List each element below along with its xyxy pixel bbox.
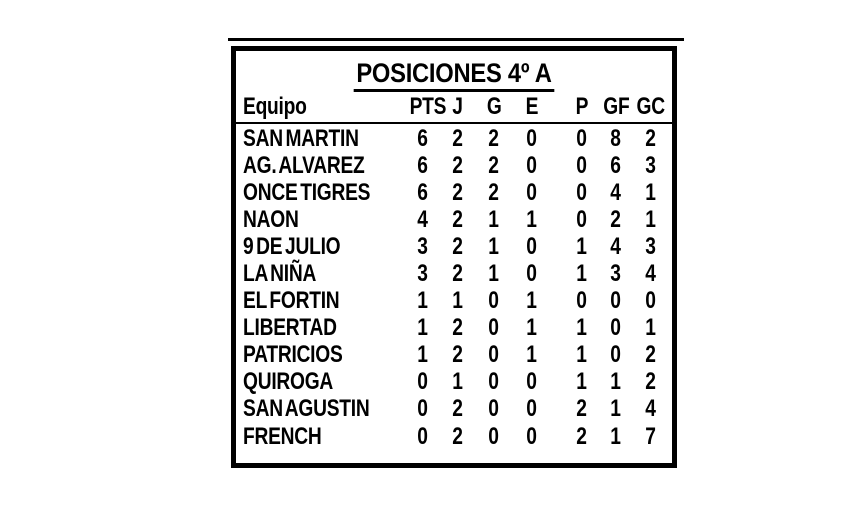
stat-cell: 1 [452,287,464,315]
team-name-cell: PATRICIOS [243,341,343,369]
stat-cell: 1 [526,205,538,233]
stat-cell: 6 [417,151,429,179]
stat-cell: 4 [417,205,429,233]
team-name-cell: SAN MARTIN [243,124,359,152]
team-name-cell: 9 DE JULIO [243,232,341,260]
stat-cell: 0 [576,205,588,233]
stat-cell: 3 [645,151,657,179]
stat-cell: 0 [526,260,538,288]
stat-cell: 0 [610,314,622,342]
stat-cell: 0 [610,341,622,369]
stat-cell: 1 [526,287,538,315]
stat-cell: 0 [526,151,538,179]
stat-cell: 0 [526,124,538,152]
table-row [236,152,672,179]
stat-cell: 1 [526,314,538,342]
stat-cell: 0 [488,422,500,450]
stat-cell: 0 [488,341,500,369]
stat-cell: 2 [452,314,464,342]
table-row [236,396,672,423]
stat-cell: 0 [417,395,429,423]
team-name-cell: LIBERTAD [243,314,337,342]
stat-cell: 6 [417,124,429,152]
header-p: P [575,92,589,120]
stat-cell: 2 [488,178,500,206]
stat-cell: 1 [526,341,538,369]
stat-cell: 1 [488,260,500,288]
header-gc: GC [636,92,666,120]
team-name-cell: EL FORTIN [243,287,340,315]
table-row [236,125,672,152]
stat-cell: 0 [526,395,538,423]
stat-cell: 1 [645,314,657,342]
stat-cell: 1 [610,422,622,450]
table-row [236,288,672,315]
stat-cell: 2 [452,395,464,423]
stat-cell: 2 [645,341,657,369]
table-row [236,315,672,342]
stat-cell: 3 [417,260,429,288]
header-gf: GF [602,92,630,120]
header-j: J [452,92,464,120]
stat-cell: 1 [576,260,588,288]
table-body [236,125,672,450]
stat-cell: 3 [417,232,429,260]
stat-cell: 2 [452,232,464,260]
stat-cell: 1 [576,368,588,396]
stat-cell: 0 [610,287,622,315]
team-name-cell: NAON [243,205,299,233]
team-name-cell: ONCE TIGRES [243,178,371,206]
stat-cell: 2 [452,341,464,369]
table-row [236,260,672,287]
stat-cell: 8 [610,124,622,152]
stat-cell: 2 [452,205,464,233]
table-row [236,233,672,260]
stat-cell: 0 [526,232,538,260]
top-rule [228,38,684,41]
stat-cell: 1 [488,232,500,260]
table-row [236,206,672,233]
stat-cell: 1 [610,395,622,423]
stat-cell: 0 [576,124,588,152]
team-name-cell: SAN AGUSTIN [243,395,370,423]
stat-cell: 4 [645,260,657,288]
stat-cell: 2 [452,422,464,450]
stat-cell: 0 [488,314,500,342]
stat-cell: 0 [526,422,538,450]
standings-table [231,46,677,468]
stat-cell: 1 [576,314,588,342]
stat-cell: 3 [645,232,657,260]
stat-cell: 1 [452,368,464,396]
table-row [236,423,672,450]
stat-cell: 1 [417,341,429,369]
table-row [236,369,672,396]
stat-cell: 2 [488,151,500,179]
team-name-cell: QUIROGA [243,368,334,396]
team-name-cell: FRENCH [243,422,322,450]
header-e: E [525,92,539,120]
stat-cell: 4 [645,395,657,423]
stat-cell: 0 [576,178,588,206]
stat-cell: 1 [645,205,657,233]
stat-cell: 1 [576,341,588,369]
stat-cell: 0 [576,287,588,315]
stat-cell: 1 [645,178,657,206]
stat-cell: 2 [452,260,464,288]
team-name-cell: LA NIÑA [243,260,317,288]
stat-cell: 0 [488,395,500,423]
team-name-cell: AG. ALVAREZ [243,151,365,179]
header-equipo: Equipo [243,92,307,120]
stat-cell: 2 [645,124,657,152]
stat-cell: 0 [576,151,588,179]
table-title-wrap [236,59,672,92]
stat-cell: 0 [526,178,538,206]
stat-cell: 2 [645,368,657,396]
stat-cell: 6 [417,178,429,206]
stat-cell: 2 [452,124,464,152]
stat-cell: 4 [610,232,622,260]
stat-cell: 0 [417,368,429,396]
stat-cell: 2 [576,395,588,423]
stat-cell: 1 [610,368,622,396]
stat-cell: 1 [576,232,588,260]
stat-cell: 2 [452,151,464,179]
stat-cell: 1 [417,314,429,342]
stat-cell: 2 [610,205,622,233]
stat-cell: 1 [417,287,429,315]
stat-cell: 2 [488,124,500,152]
stat-cell: 0 [417,422,429,450]
stat-cell: 1 [488,205,500,233]
stat-cell: 0 [645,287,657,315]
table-title: POSICIONES 4º A [354,59,555,92]
stat-cell: 7 [645,422,657,450]
table-header-row [236,91,672,124]
header-pts: PTS [409,92,447,120]
stat-cell: 0 [526,368,538,396]
table-row [236,342,672,369]
stat-cell: 2 [576,422,588,450]
stat-cell: 0 [488,287,500,315]
stat-cell: 4 [610,178,622,206]
stat-cell: 3 [610,260,622,288]
table-row [236,179,672,206]
stat-cell: 6 [610,151,622,179]
header-g: G [486,92,502,120]
stat-cell: 2 [452,178,464,206]
stat-cell: 0 [488,368,500,396]
